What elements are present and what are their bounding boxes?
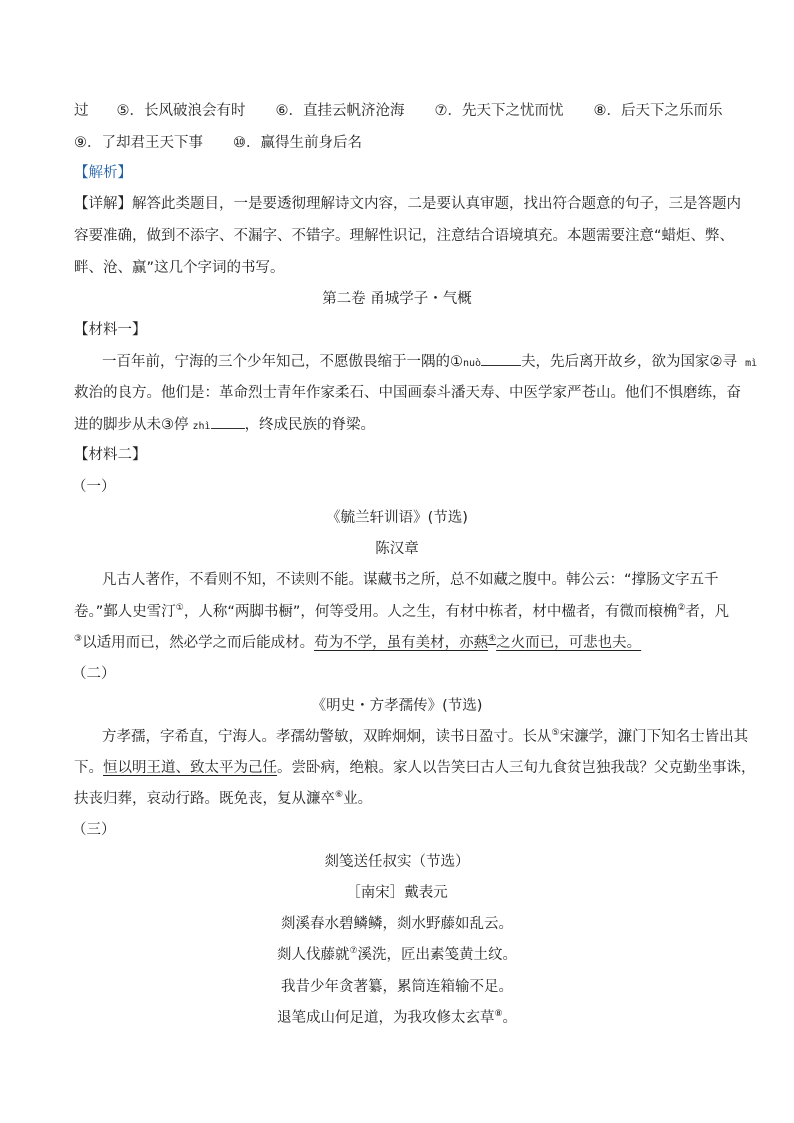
footnote-marker: ⑥	[335, 790, 344, 801]
footnote-marker: ④	[488, 634, 497, 645]
footnote-marker: ⑧	[494, 1009, 503, 1020]
text-span: 业。	[343, 791, 373, 807]
text-span: 者，凡	[685, 604, 729, 620]
part1-title: 《毓兰轩训语》(节选)	[326, 510, 468, 526]
part1-line-3	[74, 633, 641, 653]
answers-line-1	[74, 101, 723, 121]
poem-line-4	[0, 1008, 794, 1028]
text-span: 宋濂学，濂门下知名士皆出其	[559, 729, 749, 745]
part2-number: （二）	[72, 666, 116, 682]
xiangjie-line-2: 容要准确，做到不添字、不漏字、不错字。理解性识记，注意结合语境填充。本题需要注意“蜡炬、弊、	[74, 228, 735, 244]
text-span: 一百年前，宁海的三个少年知己，不愿傲畏缩于一隅的①	[102, 354, 463, 370]
part3-author: ［南宋］戴表元	[346, 885, 448, 901]
text-span: 剡人伐藤就	[276, 947, 350, 963]
pinyin: mì	[745, 358, 758, 369]
answer-7: ⑦．先天下之忧而忧	[434, 103, 564, 119]
poem-line-1: 剡溪春水碧鳞鳞，剡水野藤如乱云。	[281, 916, 513, 932]
underlined-sentence: 之火而已，可悲也夫。	[496, 635, 642, 651]
material1-line-3	[74, 414, 375, 437]
section-title: 第二卷 甬城学子・气概	[322, 291, 472, 307]
material2-label: 【材料二】	[74, 447, 147, 463]
text-span: ，人称“两脚书橱”，何等受用。人之生，有材中栋者，材中楹者，有微而榱桷	[183, 604, 678, 620]
text-span: 扶丧归葬，哀动行路。既免丧，复从濂卒	[74, 791, 335, 807]
fill-blank-3[interactable]	[211, 414, 245, 429]
answer-5: ⑤．长风破浪会有时	[116, 103, 246, 119]
footnote-marker: ①	[175, 603, 184, 614]
text-span: 退笔成山何足道，为我攻修太玄草	[276, 1010, 495, 1026]
pinyin: nuò	[463, 358, 482, 369]
jiexi-label: 【解析】	[74, 165, 132, 181]
underlined-sentence: 苟为不学，虽有美材，亦爇	[314, 635, 489, 651]
part2-line-1	[102, 727, 748, 747]
poem-line-2	[0, 945, 794, 965]
answer-8: ⑧．后天下之乐而乐	[593, 103, 723, 119]
text-span: 夫，先后离开故乡，欲为国家②寻	[521, 354, 738, 370]
text-span: 进的脚步从未③停	[74, 417, 189, 433]
part1-line-2	[74, 602, 729, 622]
text-span: 。	[502, 1010, 518, 1026]
answer-9: ⑨．了却君王天下事	[74, 135, 203, 151]
footnote-marker: ③	[74, 634, 83, 645]
xiangjie-line-1: 【详解】解答此类题目，一是要透彻理解诗文内容，二是要认真审题，找出符合题意的句子，三是答题内	[74, 196, 741, 212]
text-span: 溪洗，匠出素笺黄土纹。	[357, 947, 518, 963]
text-span: 下。	[74, 760, 103, 776]
footnote-marker: ⑤	[551, 728, 560, 739]
material1-label: 【材料一】	[74, 322, 147, 338]
text-span: 方孝孺，字希直，宁海人。孝孺幼警敏，双眸炯炯，读书日盈寸。长从	[102, 729, 552, 745]
answer-10: ⑩．赢得生前身后名	[233, 135, 362, 151]
pinyin: zhì	[192, 421, 211, 432]
xiangjie-line-3: 畔、沧、赢”这几个字词的书写。	[74, 260, 285, 276]
part2-line-3	[74, 789, 372, 809]
part2-line-2	[74, 758, 756, 778]
material1-line-2: 救治的良方。他们是：革命烈士青年作家柔石、中国画泰斗潘天寿、中医学家严苍山。他们不惧磨练，奋	[74, 385, 741, 401]
part1-number: （一）	[72, 479, 116, 495]
part3-title: 剡笺送任叔实（节选）	[324, 854, 470, 870]
text-span: 卷。”鄞人史雪汀	[74, 604, 176, 620]
text-span: 以适用而已，然必学之而后能成材。	[82, 635, 315, 651]
part3-number: （三）	[72, 822, 116, 838]
answers-line-2	[74, 133, 362, 153]
part2-title: 《明史・方孝孺传》(节选)	[311, 698, 483, 714]
part1-author: 陈汉章	[375, 541, 419, 557]
underlined-sentence: 恒以明王道、致太平为己任	[103, 760, 277, 776]
fill-blank-1[interactable]	[481, 351, 521, 366]
footnote-marker: ⑦	[349, 946, 358, 957]
answer-text: 过	[74, 103, 89, 119]
footnote-marker: ②	[677, 603, 686, 614]
answer-6: ⑥．直挂云帆济沧海	[275, 103, 405, 119]
text-span: ，终成民族的脊梁。	[244, 417, 376, 433]
text-span: 。尝卧病，绝粮。家人以告笑曰古人三旬九食贫岂独我哉？父克勤坐事诛，	[277, 760, 756, 776]
part1-line-1: 凡古人著作，不看则不知，不读则不能。谋藏书之所，总不如藏之腹中。韩公云：“撑肠文字五千	[102, 572, 719, 588]
poem-line-3: 我昔少年贪著纂，累筒连箱输不足。	[281, 979, 513, 995]
material1-line-1	[102, 351, 757, 374]
